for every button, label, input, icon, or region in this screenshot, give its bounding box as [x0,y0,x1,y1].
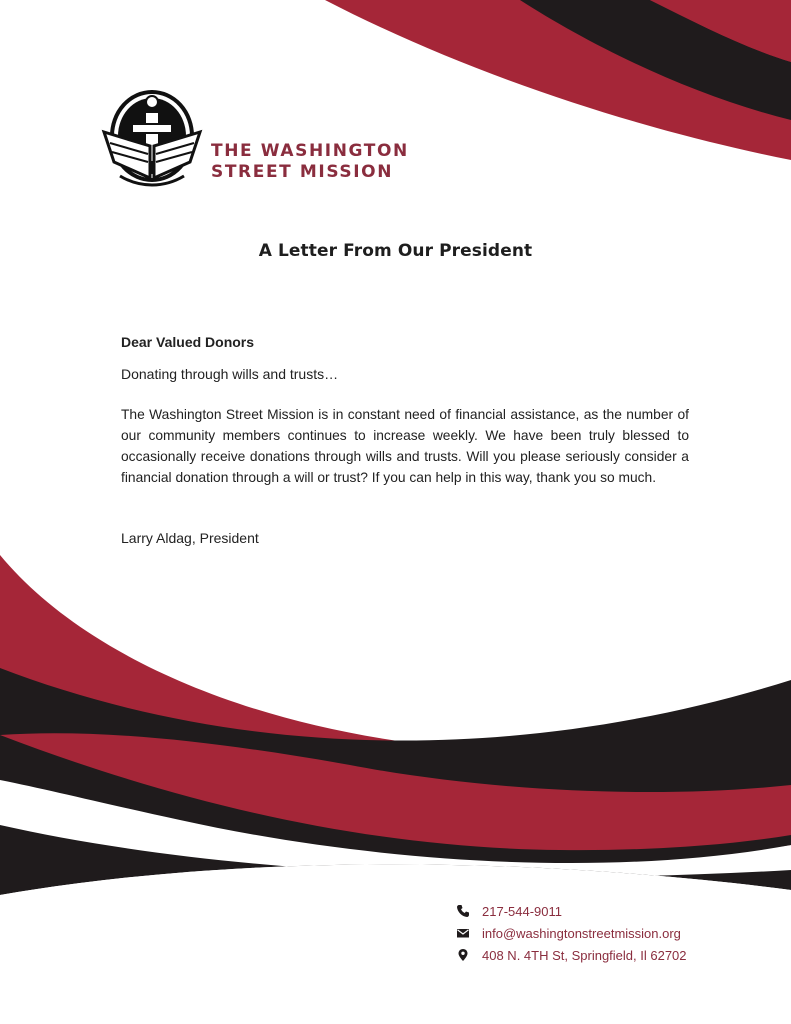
contact-block [456,900,687,966]
contact-email[interactable]: info@washingtonstreetmission.org [482,925,681,941]
phone-icon [456,904,470,918]
org-name-line2: STREET MISSION [211,162,394,182]
letter-greeting: Dear Valued Donors [121,334,255,350]
letter-body [121,332,689,549]
contact-email-row [456,922,687,944]
envelope-icon [456,926,470,940]
contact-phone-row [456,900,687,922]
letter-signature: Larry Aldag, President [121,530,259,546]
org-name-line1: THE WASHINGTON [211,141,409,161]
letter-paragraph: The Washington Street Mission is in constant need of financial assistance, as the number of our community members continues to increase weekly. We have been truly blessed to occasionally receive donations through wills and trusts. Will you please seriously consider a financial donation through a will or trust? If you can help in this way, thank you so much. [121,407,689,485]
letter-title: A Letter From Our President [258,241,533,261]
contact-phone[interactable]: 217-544-9011 [482,903,562,919]
mission-emblem-logo [100,88,210,192]
contact-address-row [456,944,687,966]
map-pin-icon [456,948,470,962]
letter-intro: Donating through wills and trusts… [121,366,339,382]
organization-name [211,141,409,183]
contact-address: 408 N. 4TH St, Springfield, Il 62702 [482,947,687,963]
